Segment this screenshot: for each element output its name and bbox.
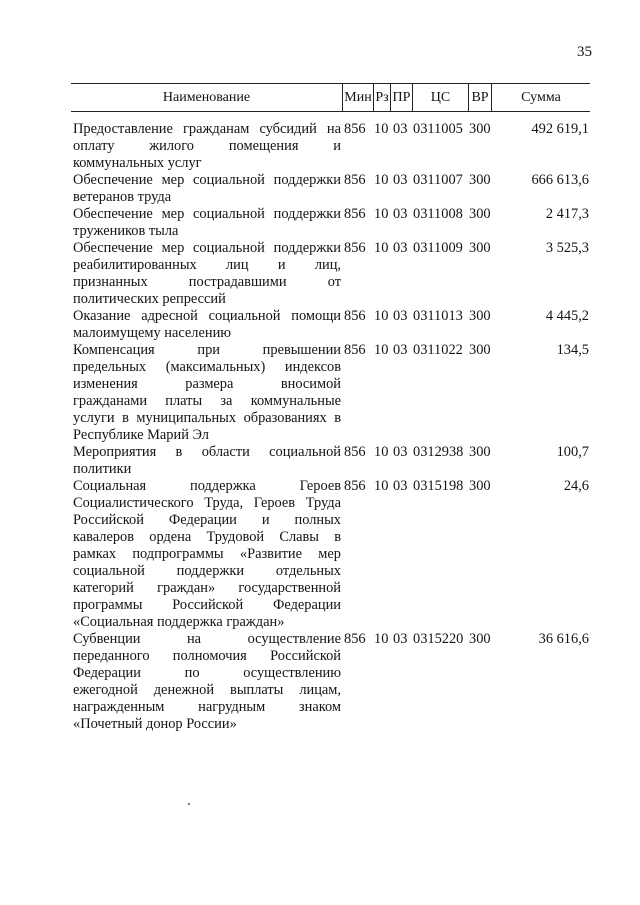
row-vr: 300 bbox=[469, 206, 491, 222]
row-name-line: «Почетный донор России» bbox=[73, 716, 237, 732]
row-name bbox=[73, 478, 341, 631]
row-cs: 0311022 bbox=[413, 342, 463, 358]
table-header bbox=[71, 83, 590, 112]
row-pr: 03 bbox=[393, 308, 408, 324]
row-name-line: Обеспечение мер социальной поддержки bbox=[73, 206, 341, 222]
row-name-line: категорий граждан» государственной bbox=[73, 580, 341, 596]
table-row bbox=[0, 121, 640, 172]
row-name bbox=[73, 342, 341, 444]
row-cs: 0311007 bbox=[413, 172, 463, 188]
table-body bbox=[0, 121, 640, 733]
row-name-line: Субвенции на осуществление bbox=[73, 631, 341, 647]
row-name-line: социальной поддержки отдельных bbox=[73, 563, 341, 579]
row-pr: 03 bbox=[393, 240, 408, 256]
row-name-line: коммунальных услуг bbox=[73, 155, 202, 171]
row-sum: 134,5 bbox=[556, 342, 589, 358]
row-rz: 10 bbox=[374, 444, 389, 460]
row-rz: 10 bbox=[374, 206, 389, 222]
table-row bbox=[0, 172, 640, 206]
row-name bbox=[73, 308, 341, 342]
row-min: 856 bbox=[344, 342, 366, 358]
row-cs: 0312938 bbox=[413, 444, 464, 460]
row-name bbox=[73, 444, 341, 478]
row-pr: 03 bbox=[393, 206, 408, 222]
row-name-line: «Социальная поддержка граждан» bbox=[73, 614, 285, 630]
row-vr: 300 bbox=[469, 478, 491, 494]
row-name-line: политических репрессий bbox=[73, 291, 226, 307]
row-name-line: Мероприятия в области социальной bbox=[73, 444, 341, 460]
row-vr: 300 bbox=[469, 172, 491, 188]
row-min: 856 bbox=[344, 478, 366, 494]
row-name-line: малоимущему населению bbox=[73, 325, 232, 341]
row-pr: 03 bbox=[393, 342, 408, 358]
row-rz: 10 bbox=[374, 631, 389, 647]
row-sum: 100,7 bbox=[556, 444, 589, 460]
row-min: 856 bbox=[344, 172, 366, 188]
row-rz: 10 bbox=[374, 172, 389, 188]
row-name bbox=[73, 121, 341, 172]
row-min: 856 bbox=[344, 240, 366, 256]
row-name bbox=[73, 172, 341, 206]
row-name-line: услуги в муниципальных образованиях в bbox=[73, 410, 341, 426]
header-vr: ВР bbox=[468, 84, 491, 111]
row-cs: 0311005 bbox=[413, 121, 463, 137]
row-vr: 300 bbox=[469, 444, 491, 460]
row-name-line: изменения размера вносимой bbox=[73, 376, 341, 392]
row-vr: 300 bbox=[469, 121, 491, 137]
row-cs: 0315220 bbox=[413, 631, 464, 647]
row-name-line: переданного полномочия Российской bbox=[73, 648, 341, 664]
row-name-line: программы Российской Федерации bbox=[73, 597, 341, 613]
row-name-line: ежегодной денежной выплаты лицам, bbox=[73, 682, 341, 698]
row-cs: 0315198 bbox=[413, 478, 464, 494]
row-name-line: Социалистического Труда, Героев Труда bbox=[73, 495, 341, 511]
header-pr: ПР bbox=[390, 84, 412, 111]
table-row bbox=[0, 478, 640, 631]
row-name-line: признанных пострадавшими от bbox=[73, 274, 341, 290]
row-vr: 300 bbox=[469, 240, 491, 256]
row-rz: 10 bbox=[374, 121, 389, 137]
stray-dot bbox=[188, 803, 190, 805]
row-rz: 10 bbox=[374, 478, 389, 494]
row-cs: 0311009 bbox=[413, 240, 463, 256]
row-name-line: Российской Федерации и полных bbox=[73, 512, 341, 528]
row-sum: 2 417,3 bbox=[545, 206, 589, 222]
row-name-line: оплату жилого помещения и bbox=[73, 138, 341, 154]
page-number: 35 bbox=[577, 44, 592, 60]
row-name-line: Социальная поддержка Героев bbox=[73, 478, 341, 494]
row-cs: 0311013 bbox=[413, 308, 463, 324]
row-name-line: рамках подпрограммы «Развитие мер bbox=[73, 546, 341, 562]
row-name-line: кавалеров ордена Трудовой Славы в bbox=[73, 529, 341, 545]
row-min: 856 bbox=[344, 308, 366, 324]
row-sum: 24,6 bbox=[563, 478, 589, 494]
header-name: Наименование bbox=[162, 90, 251, 105]
row-name-line: предельных (максимальных) индексов bbox=[73, 359, 341, 375]
row-rz: 10 bbox=[374, 342, 389, 358]
row-sum: 4 445,2 bbox=[545, 308, 589, 324]
row-name bbox=[73, 631, 341, 733]
table-row bbox=[0, 444, 640, 478]
table-row bbox=[0, 308, 640, 342]
row-name-line: Обеспечение мер социальной поддержки bbox=[73, 240, 341, 256]
row-name-line: Федерации по осуществлению bbox=[73, 665, 341, 681]
row-rz: 10 bbox=[374, 308, 389, 324]
row-vr: 300 bbox=[469, 308, 491, 324]
row-name bbox=[73, 206, 341, 240]
row-min: 856 bbox=[344, 444, 366, 460]
row-min: 856 bbox=[344, 206, 366, 222]
header-sum: Сумма bbox=[491, 84, 590, 111]
header-min: Мин bbox=[342, 84, 373, 111]
row-vr: 300 bbox=[469, 631, 491, 647]
row-pr: 03 bbox=[393, 121, 408, 137]
row-name-line: награжденным нагрудным знаком bbox=[73, 699, 341, 715]
header-cs: ЦС bbox=[412, 84, 468, 111]
row-sum: 36 616,6 bbox=[538, 631, 589, 647]
table-row bbox=[0, 631, 640, 733]
row-pr: 03 bbox=[393, 444, 408, 460]
row-name-line: Компенсация при превышении bbox=[73, 342, 341, 358]
row-name-line: Оказание адресной социальной помощи bbox=[73, 308, 341, 324]
row-pr: 03 bbox=[393, 631, 408, 647]
row-name bbox=[73, 240, 341, 308]
row-name-line: тружеников тыла bbox=[73, 223, 179, 239]
header-rz: Рз bbox=[373, 84, 390, 111]
row-name-line: политики bbox=[73, 461, 132, 477]
table-row bbox=[0, 342, 640, 444]
row-name-line: Предоставление гражданам субсидий на bbox=[73, 121, 341, 137]
table-row bbox=[0, 240, 640, 308]
row-name-line: Республике Марий Эл bbox=[73, 427, 209, 443]
table-row bbox=[0, 206, 640, 240]
row-name-line: гражданами платы за коммунальные bbox=[73, 393, 341, 409]
row-sum: 492 619,1 bbox=[531, 121, 589, 137]
row-pr: 03 bbox=[393, 172, 408, 188]
row-min: 856 bbox=[344, 631, 366, 647]
row-vr: 300 bbox=[469, 342, 491, 358]
row-min: 856 bbox=[344, 121, 366, 137]
row-name-line: ветеранов труда bbox=[73, 189, 172, 205]
row-sum: 666 613,6 bbox=[531, 172, 589, 188]
row-cs: 0311008 bbox=[413, 206, 463, 222]
row-sum: 3 525,3 bbox=[545, 240, 589, 256]
row-name-line: реабилитированных лиц и лиц, bbox=[73, 257, 341, 273]
row-pr: 03 bbox=[393, 478, 408, 494]
row-name-line: Обеспечение мер социальной поддержки bbox=[73, 172, 341, 188]
row-rz: 10 bbox=[374, 240, 389, 256]
